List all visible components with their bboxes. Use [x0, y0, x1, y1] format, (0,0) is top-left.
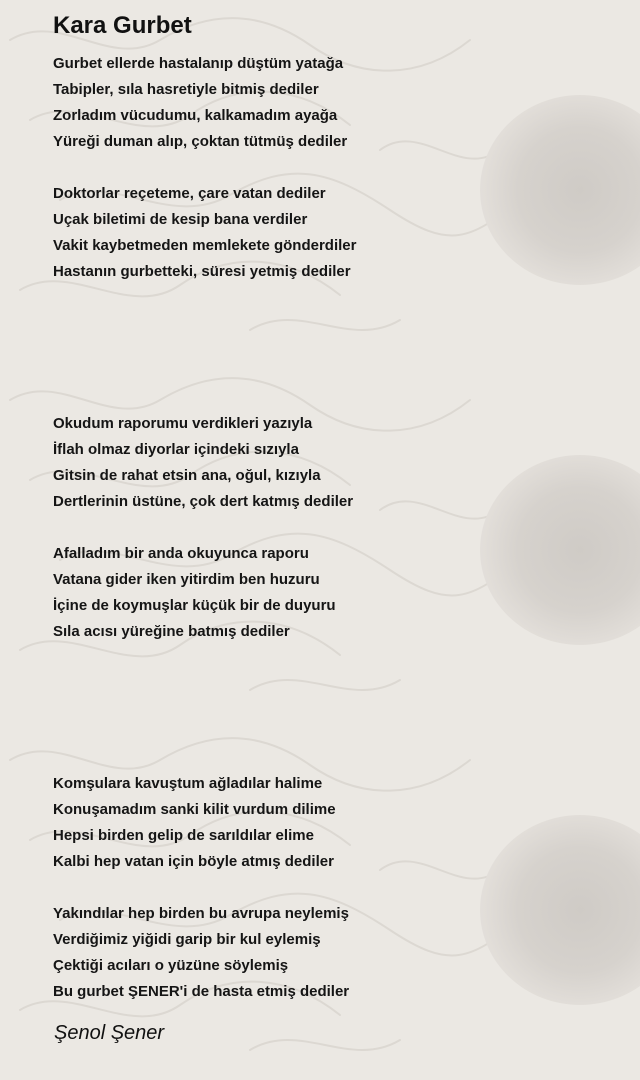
poem-line: Doktorlar reçeteme, çare vatan dediler: [53, 185, 326, 202]
poem-line: Yakındılar hep birden bu avrupa neylemiş: [53, 905, 349, 922]
poem-line: Kalbi hep vatan için böyle atmış dediler: [53, 853, 334, 870]
poem-line: Verdiğimiz yiğidi garip bir kul eylemiş: [53, 931, 321, 948]
poem-title: Kara Gurbet: [53, 12, 192, 39]
stanza-6: [53, 901, 349, 1005]
stanza-3: [53, 411, 353, 515]
poem-line: Sıla acısı yüreğine batmış dediler: [53, 623, 290, 640]
poem-line: Tabipler, sıla hasretiyle bitmiş dediler: [53, 81, 319, 98]
stanza-2: [53, 181, 356, 285]
poem-line: Gitsin de rahat etsin ana, oğul, kızıyla: [53, 467, 321, 484]
stanza-1: [53, 51, 347, 155]
poem-line: İflah olmaz diyorlar içindeki sızıyla: [53, 441, 299, 458]
poem-line: İçine de koymuşlar küçük bir de duyuru: [53, 597, 336, 614]
poem-line: Hepsi birden gelip de sarıldılar elime: [53, 827, 314, 844]
poem-line: Yüreği duman alıp, çoktan tütmüş dediler: [53, 133, 348, 150]
poem-line: Komşulara kavuştum ağladılar halime: [53, 775, 323, 792]
stanza-4: [53, 541, 336, 645]
poem-line: Gurbet ellerde hastalanıp düştüm yatağa: [53, 55, 344, 72]
poem-line: Uçak biletimi de kesip bana verdiler: [53, 211, 308, 228]
poem-line: Çektiği acıları o yüzüne söylemiş: [53, 957, 289, 974]
poem-line: Konuşamadım sanki kilit vurdum dilime: [53, 801, 336, 818]
poem-line: Hastanın gurbetteki, süresi yetmiş dediler: [53, 263, 351, 280]
poem-line: Zorladım vücudumu, kalkamadım ayağa: [53, 107, 338, 124]
stanza-5: [53, 771, 336, 875]
poem-line: Vatana gider iken yitirdim ben huzuru: [53, 571, 320, 588]
poem-line: Bu gurbet ŞENER'i de hasta etmiş dediler: [53, 983, 350, 1000]
poem-line: Dertlerinin üstüne, çok dert katmış dediler: [53, 493, 354, 510]
poem-line: Afalladım bir anda okuyunca raporu: [53, 545, 309, 562]
poem-line: Vakit kaybetmeden memlekete gönderdiler: [53, 237, 357, 254]
poem-author: Şenol Şener: [54, 1022, 165, 1044]
poem-line: Okudum raporumu verdikleri yazıyla: [53, 415, 313, 432]
